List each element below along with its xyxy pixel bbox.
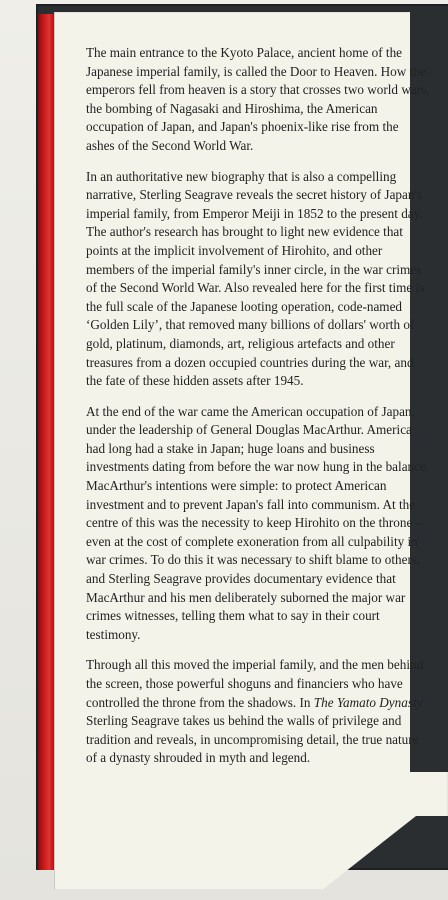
- blurb-paragraph-4: [86, 656, 430, 768]
- blurb-text: [86, 44, 430, 780]
- paragraph-4-conclusion: Sterling Seagrave takes us behind the walls of privilege and tradition and reveals, in uncompromising detail, the true nature of a dynasty shrouded in myth and legend.: [86, 713, 419, 766]
- blurb-paragraph-2: In an authoritative new biography that is also a compelling narrative, Sterling Seagrave reveals the secret history of Japan's imperial family, from Emperor Meiji in 1852 to the present day. The author's research has brought to light new evidence that points at the implicit involvement of Hirohito, and other members of the imperial family's inner circle, in the war crimes of the Second World War. Also revealed here for the first time is the full scale of the Japanese looting operation, code-named ‘Golden Lily’, that removed many billions of dollars' worth of gold, platinum, diamonds, art, religious artefacts and other treasures from a dozen occupied countries during the war, and the fate of these hidden assets after 1945.: [86, 168, 425, 389]
- blurb-paragraph-1: The main entrance to the Kyoto Palace, ancient home of the Japanese imperial family, is called the Door to Heaven. How the emperors fell from heaven is a story that crosses two world wars, the bombing of Nagasaki and Hiroshima, the American occupation of Japan, and Japan's phoenix-like rise from the ashes of the Second World War.: [86, 45, 430, 153]
- blurb-paragraph-3: At the end of the war came the American occupation of Japan, under the leadership of General Douglas MacArthur. America had long had a stake in Japan; huge loans and business investments dating from before the war now hung in the balance. MacArthur's intentions were simple: to protect American investment and to prevent Japan's fall into communism. At the centre of this was the necessity to keep Hirohito on the throne – even at the cost of complete exoneration from all culpability in war crimes. To do this it was necessary to shift blame to others, and Sterling Seagrave provides documentary evidence that MacArthur and his men deliberately suborned the major war crimes witnesses, telling them what to say in their court testimony.: [86, 403, 430, 642]
- paragraph-4-intro: Through all this moved the imperial family, and the men behind the screen, those powerful shoguns and financiers who have controlled the throne from the shadows. In: [86, 657, 424, 710]
- flap-fold-edge: [54, 12, 55, 890]
- book-title-italic: The Yamato Dynasty: [313, 694, 423, 710]
